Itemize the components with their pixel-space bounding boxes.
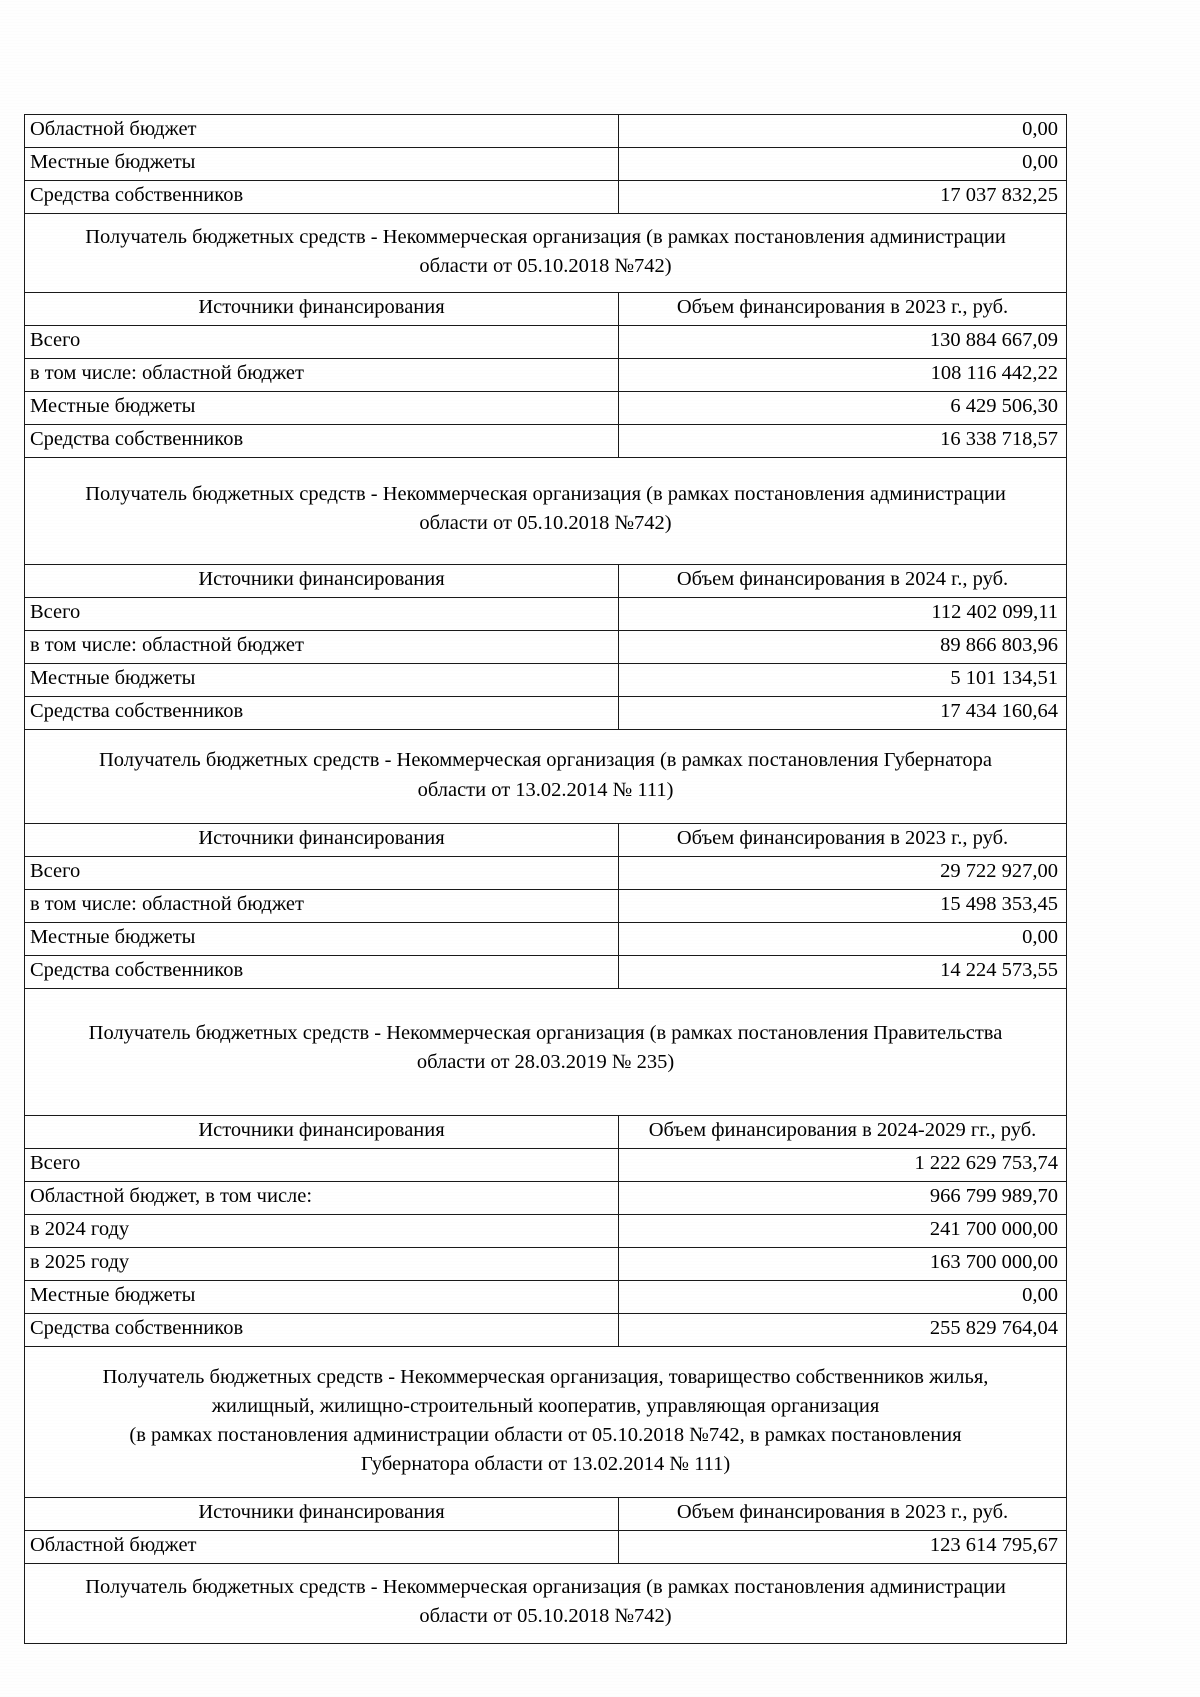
table-row — [25, 359, 1067, 392]
section-title-line: области от 05.10.2018 №742) — [419, 512, 672, 535]
row-amount: 108 116 442,22 — [619, 359, 1067, 392]
section-title-line: (в рамках постановления администрации области от 05.10.2018 №742, в рамках постановления — [129, 1424, 962, 1447]
row-label: в 2025 году — [25, 1247, 619, 1280]
table-row — [25, 1247, 1067, 1280]
table-row — [25, 326, 1067, 359]
table-row — [25, 697, 1067, 730]
table-row — [25, 1531, 1067, 1564]
table-row — [25, 392, 1067, 425]
column-header-sources: Источники финансирования — [25, 1498, 619, 1531]
table-row — [25, 1181, 1067, 1214]
row-amount: 0,00 — [619, 115, 1067, 148]
row-amount: 6 429 506,30 — [619, 392, 1067, 425]
row-label: Местные бюджеты — [25, 392, 619, 425]
table-row — [25, 425, 1067, 458]
table-section-header-row — [25, 988, 1067, 1115]
row-label: Местные бюджеты — [25, 1280, 619, 1313]
section-title-line: Получатель бюджетных средств - Некоммерческая организация, товарищество собственников жилья, — [102, 1365, 989, 1388]
row-label: Всего — [25, 856, 619, 889]
row-label: Всего — [25, 1148, 619, 1181]
row-label: Средства собственников — [25, 955, 619, 988]
section-title — [25, 988, 1067, 1115]
section-title — [25, 458, 1067, 565]
section-title-line: области от 05.10.2018 №742) — [419, 1605, 672, 1628]
table-row — [25, 664, 1067, 697]
row-label: Местные бюджеты — [25, 148, 619, 181]
table-body — [25, 115, 1067, 1644]
table-section-header-row — [25, 1564, 1067, 1643]
table-row — [25, 115, 1067, 148]
table-row — [25, 856, 1067, 889]
section-title-line: области от 28.03.2019 № 235) — [416, 1050, 675, 1073]
table-row — [25, 631, 1067, 664]
column-header-sources: Источники финансирования — [25, 823, 619, 856]
column-header-sources: Источники финансирования — [25, 293, 619, 326]
table-section-header-row — [25, 730, 1067, 823]
row-amount: 241 700 000,00 — [619, 1214, 1067, 1247]
row-label: Областной бюджет — [25, 1531, 619, 1564]
row-amount: 0,00 — [619, 922, 1067, 955]
section-title-line: Получатель бюджетных средств - Некоммерческая организация (в рамках постановления администрации — [85, 1576, 1006, 1599]
table-row — [25, 598, 1067, 631]
table-column-header-row — [25, 1498, 1067, 1531]
section-title-line: жилищный, жилищно-строительный кооператив, управляющая организация — [211, 1394, 880, 1417]
row-label: в том числе: областной бюджет — [25, 889, 619, 922]
section-title — [25, 730, 1067, 823]
table-row — [25, 889, 1067, 922]
section-title-line: Получатель бюджетных средств - Некоммерческая организация (в рамках постановления Губернатора — [98, 749, 992, 772]
column-header-sources: Источники финансирования — [25, 1115, 619, 1148]
column-header-amount: Объем финансирования в 2023 г., руб. — [619, 823, 1067, 856]
financing-sources-table — [24, 114, 1067, 1644]
row-label: Областной бюджет — [25, 115, 619, 148]
table-column-header-row — [25, 293, 1067, 326]
row-label: в 2024 году — [25, 1214, 619, 1247]
row-label: Местные бюджеты — [25, 664, 619, 697]
table-row — [25, 1148, 1067, 1181]
row-label: Всего — [25, 598, 619, 631]
row-label: Местные бюджеты — [25, 922, 619, 955]
table-section-header-row — [25, 458, 1067, 565]
row-amount: 29 722 927,00 — [619, 856, 1067, 889]
table-row — [25, 922, 1067, 955]
row-amount: 0,00 — [619, 148, 1067, 181]
row-amount: 255 829 764,04 — [619, 1313, 1067, 1346]
section-title — [25, 1564, 1067, 1643]
row-amount: 163 700 000,00 — [619, 1247, 1067, 1280]
row-label: Областной бюджет, в том числе: — [25, 1181, 619, 1214]
section-title-line: области от 05.10.2018 №742) — [419, 255, 672, 278]
row-amount: 1 222 629 753,74 — [619, 1148, 1067, 1181]
section-title-line: Получатель бюджетных средств - Некоммерческая организация (в рамках постановления администрации — [85, 483, 1006, 506]
row-amount: 966 799 989,70 — [619, 1181, 1067, 1214]
table-row — [25, 1280, 1067, 1313]
row-amount: 89 866 803,96 — [619, 631, 1067, 664]
row-label: Средства собственников — [25, 1313, 619, 1346]
row-amount: 17 037 832,25 — [619, 181, 1067, 214]
section-title-line: области от 13.02.2014 № 111) — [417, 778, 674, 801]
table-row — [25, 955, 1067, 988]
table-section-header-row — [25, 214, 1067, 293]
section-title — [25, 214, 1067, 293]
table-row — [25, 181, 1067, 214]
row-label: в том числе: областной бюджет — [25, 359, 619, 392]
row-amount: 123 614 795,67 — [619, 1531, 1067, 1564]
row-label: Средства собственников — [25, 425, 619, 458]
row-amount: 14 224 573,55 — [619, 955, 1067, 988]
column-header-amount: Объем финансирования в 2024 г., руб. — [619, 565, 1067, 598]
section-title — [25, 1346, 1067, 1497]
table-row — [25, 148, 1067, 181]
row-amount: 15 498 353,45 — [619, 889, 1067, 922]
row-label: в том числе: областной бюджет — [25, 631, 619, 664]
table-column-header-row — [25, 823, 1067, 856]
column-header-sources: Источники финансирования — [25, 565, 619, 598]
column-header-amount: Объем финансирования в 2023 г., руб. — [619, 1498, 1067, 1531]
row-amount: 130 884 667,09 — [619, 326, 1067, 359]
column-header-amount: Объем финансирования в 2024-2029 гг., руб. — [619, 1115, 1067, 1148]
row-amount: 5 101 134,51 — [619, 664, 1067, 697]
row-label: Средства собственников — [25, 181, 619, 214]
row-amount: 17 434 160,64 — [619, 697, 1067, 730]
column-header-amount: Объем финансирования в 2023 г., руб. — [619, 293, 1067, 326]
table-column-header-row — [25, 1115, 1067, 1148]
row-label: Средства собственников — [25, 697, 619, 730]
row-amount: 112 402 099,11 — [619, 598, 1067, 631]
section-title-line: Получатель бюджетных средств - Некоммерческая организация (в рамках постановления Правительства — [88, 1021, 1003, 1044]
table-row — [25, 1214, 1067, 1247]
section-title-line: Получатель бюджетных средств - Некоммерческая организация (в рамках постановления администрации — [85, 226, 1006, 248]
section-title-line: Губернатора области от 13.02.2014 № 111) — [360, 1453, 731, 1476]
row-amount: 16 338 718,57 — [619, 425, 1067, 458]
row-label: Всего — [25, 326, 619, 359]
table-column-header-row — [25, 565, 1067, 598]
row-amount: 0,00 — [619, 1280, 1067, 1313]
table-section-header-row — [25, 1346, 1067, 1497]
table-row — [25, 1313, 1067, 1346]
